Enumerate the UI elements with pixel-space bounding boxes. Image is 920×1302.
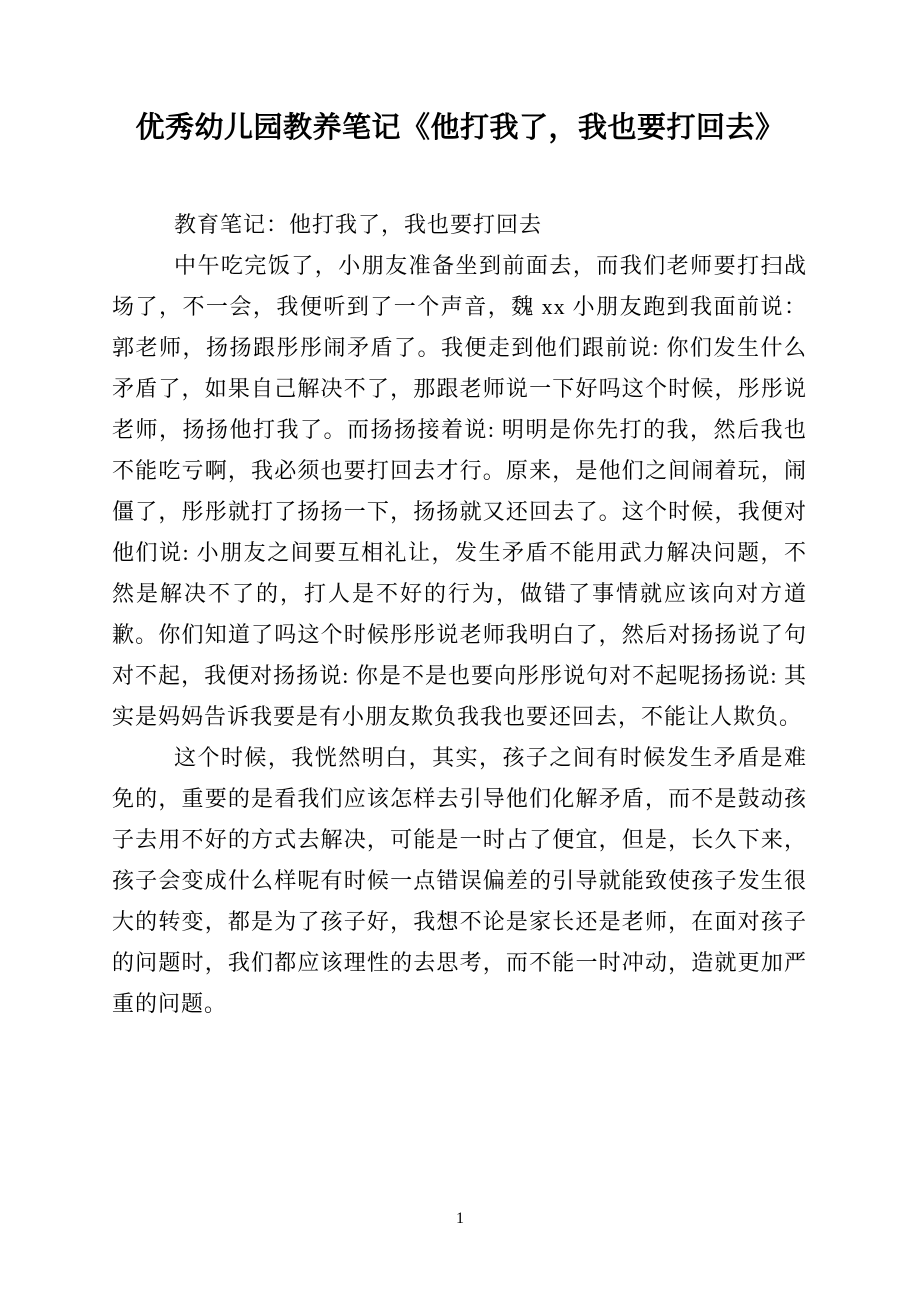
document-body	[112, 204, 807, 1024]
document-title: 优秀幼儿园教养笔记《他打我了，我也要打回去》	[135, 112, 785, 144]
paragraph-reflection: 这个时候，我恍然明白，其实，孩子之间有时候发生矛盾是难免的，重要的是看我们应该怎样去引导他们化解矛盾，而不是鼓动孩子去用不好的方式去解决，可能是一时占了便宜，但是，长久下来，孩子会变成什么样呢有时候一点错误偏差的引导就能致使孩子发生很大的转变，都是为了孩子好，我想不论是家长还是老师，在面对孩子的问题时，我们都应该理性的去思考，而不能一时冲动，造就更加严重的问题。	[112, 745, 807, 1016]
paragraph-intro-line: 教育笔记：他打我了，我也要打回去	[174, 212, 543, 237]
paragraph-story: 中午吃完饭了，小朋友准备坐到前面去，而我们老师要打扫战场了，不一会，我便听到了一个声音，魏 xx 小朋友跑到我面前说：郭老师，扬扬跟彤彤闹矛盾了。我便走到他们跟前说: 你们发生什么矛盾了，如果自己解决不了，那跟老师说一下好吗这个时候，彤彤说老师，扬扬他打我了。而扬扬接着说: 明明是你先打的我，然后我也不能吃亏啊，我必须也要打回去才行。原来，是他们之间闹着玩，闹僵了，彤彤就打了扬扬一下，扬扬就又还回去了。这个时候，我便对他们说: 小朋友之间要互相礼让，发生矛盾不能用武力解决问题，不然是解决不了的，打人是不好的行为，做错了事情就应该向对方道歉。你们知道了吗这个时候彤彤说老师我明白了，然后对扬扬说了句对不起，我便对扬扬说: 你是不是也要向彤彤说句对不起呢扬扬说: 其实是妈妈告诉我要是有小朋友欺负我我也要还回去，不能让人欺负。	[112, 253, 807, 729]
page-number: 1	[456, 1210, 464, 1227]
